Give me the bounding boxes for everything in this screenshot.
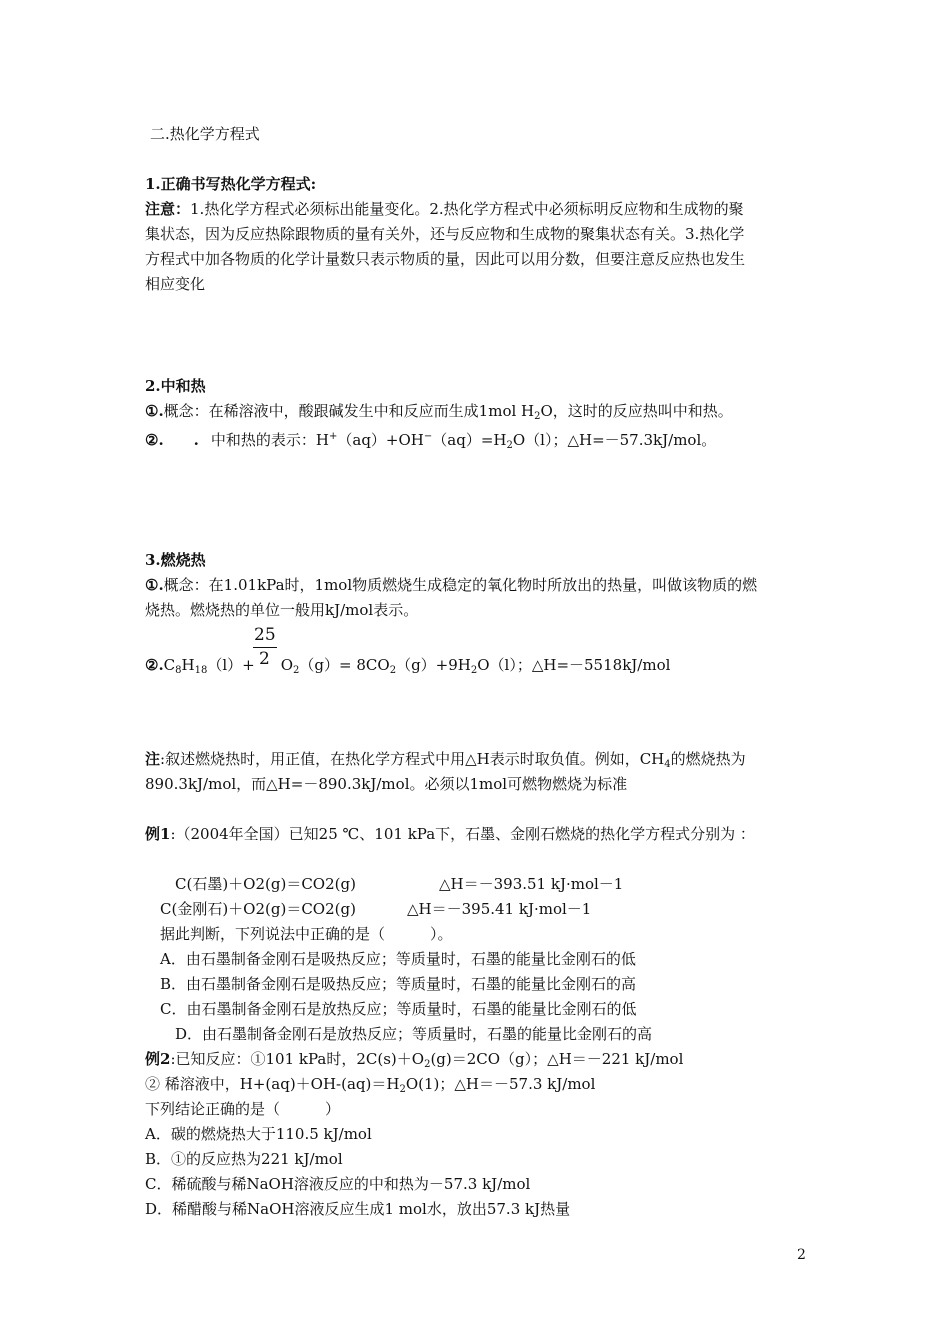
eq-part: （g）+9H: [396, 656, 471, 674]
s2-l2-dot: .: [193, 431, 199, 449]
s1-note-line4: 相应变化: [145, 275, 206, 293]
eq-part: O（l）；△H=－5518kJ/mol: [477, 656, 671, 674]
s3-l1: 概念：在1.01kPa时，1mol物质燃烧生成稳定的氧化物时所放出的热量，叫做该物质的燃: [163, 576, 758, 594]
eq-sub: 2: [389, 665, 397, 676]
ex1-option-c: C．由石墨制备金刚石是放热反应；等质量时，石墨的能量比金刚石的低: [160, 1000, 637, 1018]
note-text: 1.热化学方程式必须标出能量变化。2.热化学方程式中必须标明反应物和生成物的聚: [190, 200, 744, 218]
s1-heading: 1.正确书写热化学方程式:: [145, 175, 317, 193]
s2-expression-line: [145, 424, 716, 458]
eq-part: （l）+: [207, 656, 255, 674]
s2-l2-num: ②.: [145, 431, 164, 449]
note2-text: 的燃烧热为: [670, 750, 746, 768]
s2-l2-sup1: +: [329, 431, 338, 442]
ex2-option-d: D．稀醋酸与稀NaOH溶液反应生成1 mol水，放出57.3 kJ热量: [145, 1200, 571, 1218]
s3-l1-num: ①.: [145, 576, 164, 594]
s3-heading: 3.燃烧热: [145, 551, 206, 569]
eq-sub: 18: [194, 665, 208, 676]
ex2-sub: 2: [424, 1059, 431, 1070]
s2-l2-c: （aq）=H: [432, 431, 507, 449]
s2-l2-d: O（l）；△H=－57.3kJ/mol。: [512, 431, 717, 449]
s2-l1-sub: 2: [534, 411, 541, 422]
eq-sub: 2: [470, 665, 478, 676]
s3-equation-line: [145, 653, 670, 683]
s1-note-line3: 方程式中加各物质的化学计量数只表示物质的量，因此可以用分数，但要注意反应热也发生: [145, 250, 746, 268]
note2-label: 注: [145, 750, 161, 768]
ex1-stem-text: :（2004年全国）已知25 ℃、101 kPa下，石墨、金刚石燃烧的热化学方程式分别为 ：: [170, 825, 755, 843]
ex1-label: 例1: [145, 825, 171, 843]
s1-note-line2: 集状态，因为反应热除跟物质的量有关外，还与反应物和生成物的聚集状态有关。3.热化学: [145, 225, 745, 243]
fraction-denominator: 2: [259, 649, 270, 669]
s3-eq-num: ②.: [145, 656, 164, 674]
ex1-stem: [145, 822, 755, 847]
s1-note-line1: [145, 197, 744, 222]
note-label: 注意：: [145, 200, 191, 218]
ex2-option-a: A．碳的燃烧热大于110.5 kJ/mol: [145, 1125, 372, 1143]
ex2-option-b: B．①的反应热为221 kJ/mol: [145, 1150, 343, 1168]
eq-part: H: [181, 656, 195, 674]
eq-part: O: [280, 656, 294, 674]
section-title-text: 二.热化学方程式: [150, 125, 260, 143]
s2-l2-b: （aq）+OH: [337, 431, 424, 449]
ex1-eq2-left: C(金刚石)＋O2(g)＝CO2(g): [160, 900, 356, 918]
s3-concept-line2: 烧热。燃烧热的单位一般用kJ/mol表示。: [145, 601, 419, 619]
ex2-text: :已知反应：①101 kPa时，2C(s)＋O: [170, 1050, 425, 1068]
ex1-eq1-right: △H＝－393.51 kJ·mol－1: [439, 875, 624, 893]
note2-sub: 4: [664, 759, 671, 770]
ex2-text: O(1)；△H＝－57.3 kJ/mol: [405, 1075, 596, 1093]
ex1-option-a: A．由石墨制备金刚石是吸热反应；等质量时，石墨的能量比金刚石的低: [160, 950, 636, 968]
ex1-eq2-right: △H＝－395.41 kJ·mol－1: [407, 900, 592, 918]
ex1-option-d: D．由石墨制备金刚石是放热反应；等质量时，石墨的能量比金刚石的高: [175, 1025, 653, 1043]
s2-l2-sup2: −: [423, 431, 433, 442]
ex2-label: 例2: [145, 1050, 171, 1068]
fraction-numerator: 25: [254, 625, 276, 645]
ex1-eq1-left: C(石墨)＋O2(g)＝CO2(g): [175, 875, 356, 893]
ex2-text: ② 稀溶液中，H+(aq)＋OH-(aq)＝H: [145, 1075, 400, 1093]
eq-part: C: [163, 656, 176, 674]
s2-l2-sub: 2: [506, 440, 513, 451]
ex2-text: (g)＝2CO（g）；△H＝－221 kJ/mol: [430, 1050, 684, 1068]
s3-concept-line1: [145, 573, 757, 598]
s2-heading: 2.中和热: [145, 377, 206, 395]
s2-l1-a: 概念：在稀溶液中，酸跟碱发生中和反应而生成1mol H: [163, 402, 535, 420]
note2-line2: 890.3kJ/mol，而△H=－890.3kJ/mol。必须以1mol可燃物燃烧为标准: [145, 775, 628, 793]
ex1-option-b: B．由石墨制备金刚石是吸热反应；等质量时，石墨的能量比金刚石的高: [160, 975, 637, 993]
page-number: 2: [797, 1247, 806, 1263]
s2-l1-num: ①.: [145, 402, 164, 420]
ex2-sub: 2: [399, 1084, 406, 1095]
s2-l2-a: 中和热的表示：H: [210, 431, 329, 449]
ex1-question: 据此判断，下列说法中正确的是（ ）。: [160, 925, 453, 943]
section-title: [150, 122, 260, 147]
eq-part: （g）= 8CO: [299, 656, 390, 674]
note2-text: :叙述燃烧热时，用正值，在热化学方程式中用△H表示时取负值。例如，CH: [160, 750, 665, 768]
ex2-option-c: C．稀硫酸与稀NaOH溶液反应的中和热为－57.3 kJ/mol: [145, 1175, 531, 1193]
eq-sub: 2: [293, 665, 300, 676]
s2-l1-b: O，这时的反应热叫中和热。: [540, 402, 733, 420]
ex2-question: 下列结论正确的是（ ）: [145, 1100, 341, 1118]
eq-sub: 8: [175, 665, 182, 676]
